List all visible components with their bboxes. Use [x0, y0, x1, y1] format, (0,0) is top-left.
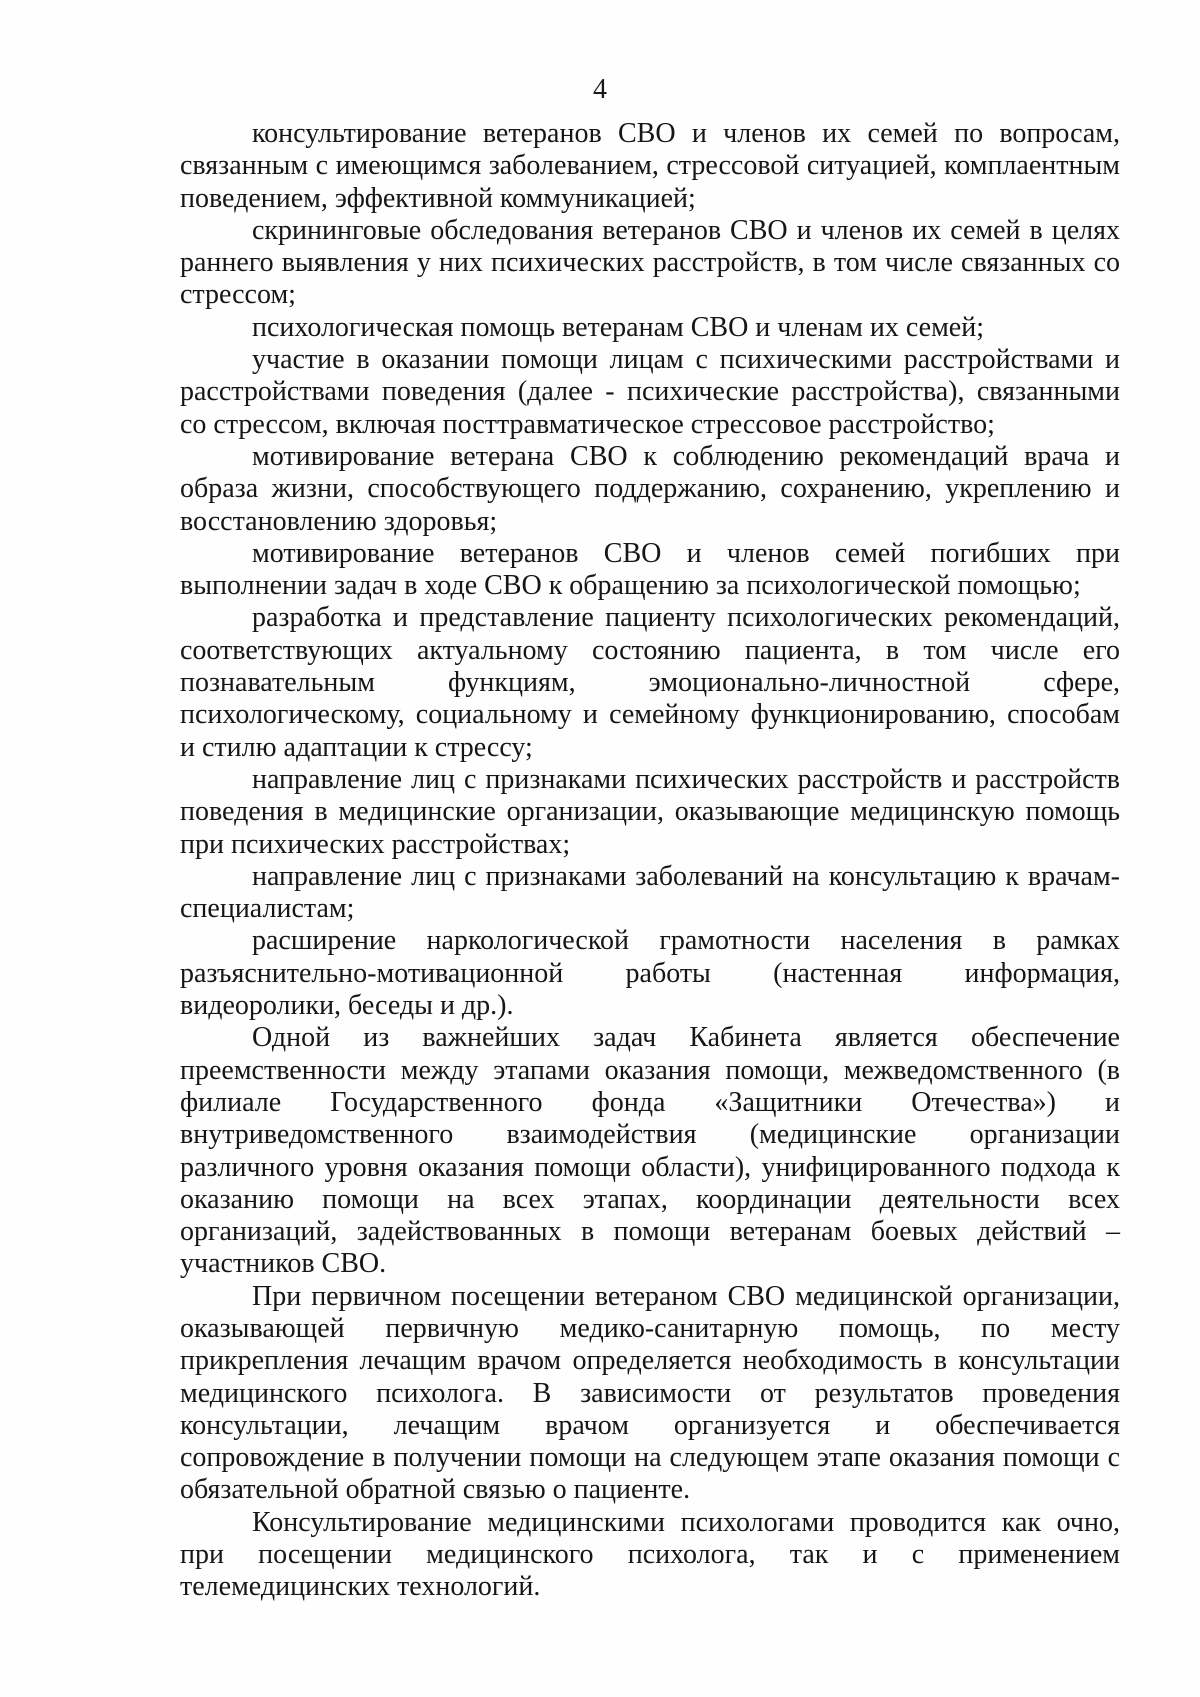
- paragraph-consulting: консультирование ветеранов СВО и членов их семей по вопросам, связанным с имеющимся заболеванием, стрессовой ситуацией, комплаентным поведением, эффективной коммуникацией;: [180, 118, 1120, 214]
- paragraph-motivation-families: мотивирование ветеранов СВО и членов семей погибших при выполнении задач в ходе СВО к обращению за психологической помощью;: [180, 537, 1120, 602]
- paragraph-continuity: Одной из важнейших задач Кабинета является обеспечение преемственности между этапами оказания помощи, межведомственного (в филиале Государственного фонда «Защитники Отечества») и внутриведомственного взаимодействия (медицинские организации различного уровня оказания помощи области), унифицированного подхода к оказанию помощи на всех этапах, координации деятельности всех организаций, задействованных в помощи ветеранам боевых действий – участников СВО.: [180, 1022, 1120, 1280]
- paragraph-telemedicine: Консультирование медицинскими психологами проводится как очно, при посещении медицинского психолога, так и с применением телемедицинских технологий.: [180, 1506, 1120, 1603]
- paragraph-literacy: расширение наркологической грамотности населения в рамках разъяснительно-мотивационной работы (настенная информация, видеоролики, беседы и др.).: [180, 925, 1120, 1022]
- paragraph-psychological-help: психологическая помощь ветеранам СВО и членам их семей;: [252, 311, 984, 343]
- paragraph-referral-specialists: направление лиц с признаками заболеваний на консультацию к врачам-специалистам;: [180, 860, 1120, 925]
- paragraph-referral-psychiatric: направление лиц с признаками психических расстройств и расстройств поведения в медицинские организации, оказывающие медицинскую помощь при психических расстройствах;: [180, 763, 1120, 860]
- page-number: 4: [593, 74, 607, 105]
- paragraph-participation: участие в оказании помощи лицам с психическими расстройствами и расстройствами поведения (далее - психические расстройства), связанными со стрессом, включая посттравматическое стрессовое расстройство;: [180, 344, 1120, 440]
- paragraph-motivation-veteran: мотивирование ветерана СВО к соблюдению рекомендаций врача и образа жизни, способствующего поддержанию, сохранению, укреплению и восстановлению здоровья;: [180, 440, 1120, 537]
- paragraph-first-visit: При первичном посещении ветераном СВО медицинской организации, оказывающей первичную медико-санитарную помощь, по месту прикрепления лечащим врачом определяется необходимость в консультации медицинского психолога. В зависимости от результатов проведения консультации, лечащим врачом организуется и обеспечивается сопровождение в получении помощи на следующем этапе оказания помощи с обязательной обратной связью о пациенте.: [180, 1280, 1120, 1506]
- paragraph-screening: скрининговые обследования ветеранов СВО и членов их семей в целях раннего выявления у них психических расстройств, в том числе связанных со стрессом;: [180, 214, 1120, 311]
- document-body: [180, 118, 1120, 1604]
- paragraph-recommendations: разработка и представление пациенту психологических рекомендаций, соответствующих актуальному состоянию пациента, в том числе его познавательным функциям, эмоционально-личностной сфере, психологическому, социальному и семейному функционированию, способам и стилю адаптации к стрессу;: [180, 602, 1120, 763]
